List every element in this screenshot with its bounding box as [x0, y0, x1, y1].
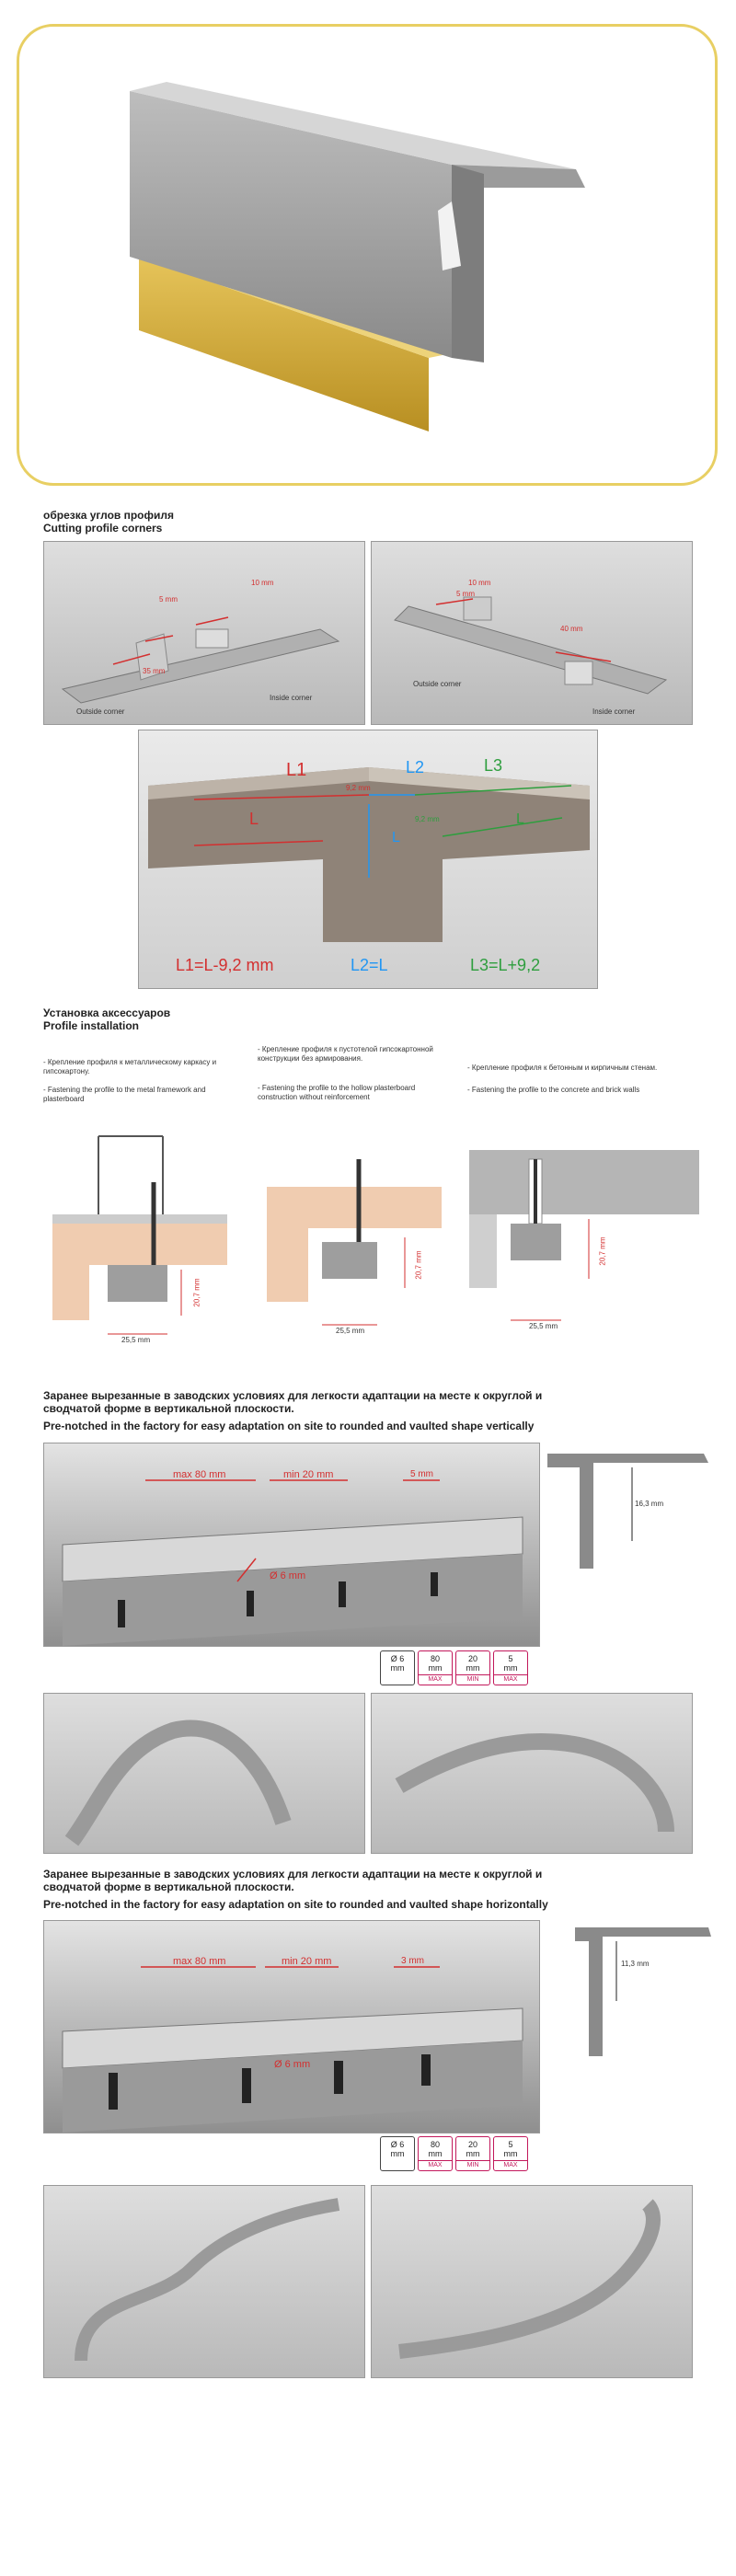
spec-max-80: 80 mm MAX — [418, 2136, 453, 2171]
horizontal-gap: 3 mm — [401, 1956, 424, 1966]
horizontal-notch-photo — [43, 1920, 540, 2133]
right-dim-c: 40 mm — [560, 625, 583, 633]
vertical-title-en: Pre-notched in the factory for easy adaptation on site to rounded and vaulted shape vertically — [43, 1420, 535, 1432]
install-title-en: Profile installation — [43, 1019, 140, 1032]
spec-min-20: 20 mm MIN — [455, 2136, 490, 2171]
label-l-red: L — [249, 810, 259, 828]
vertical-min: min 20 mm — [283, 1469, 334, 1480]
hero-profile-illustration — [19, 27, 715, 483]
horizontal-hole: Ø 6 mm — [274, 2059, 311, 2070]
horizontal-curve-photo-left — [43, 2185, 365, 2378]
right-dim-a: 10 mm — [468, 579, 491, 587]
label-l-green: L — [516, 811, 524, 827]
install-col2-en: - Fastening the profile to the hollow plasterboard construction without reinforcement — [258, 1084, 416, 1101]
install-col1-en: - Fastening the profile to the metal framework and plasterboard — [43, 1086, 206, 1103]
left-dim-a: 5 mm — [159, 595, 178, 604]
label-l3: L3 — [484, 756, 503, 775]
dim-9-2-b: 9,2 mm — [415, 815, 440, 823]
vertical-title-ru: Заранее вырезанные в заводских условиях для легкости адаптации на месте к округлой и сводчатой форме в вертикальной плоскости. — [43, 1389, 543, 1415]
horizontal-spec-row — [380, 2136, 528, 2171]
install1-height: 20,7 mm — [192, 1278, 201, 1307]
spec-min-20: 20 mm MIN — [455, 1650, 490, 1685]
install2-width: 25,5 mm — [336, 1327, 365, 1335]
corners-title-en: Cutting profile corners — [43, 522, 163, 535]
dim-9-2-a: 9,2 mm — [346, 784, 371, 792]
install-title-ru: Установка аксессуаров — [43, 1006, 171, 1019]
left-dim-c: 35 mm — [143, 667, 166, 675]
install-diagram-metal — [43, 1132, 236, 1348]
right-dim-b: 5 mm — [456, 590, 475, 598]
formula-l2: L2=L — [351, 956, 388, 974]
corner-formula-diagram — [138, 730, 598, 989]
vertical-max: max 80 mm — [173, 1469, 226, 1480]
spec-hole: Ø 6 mm — [380, 2136, 415, 2171]
formula-l3: L3=L+9,2 — [470, 956, 541, 974]
install-col3-en: - Fastening the profile to the concrete and brick walls — [467, 1086, 640, 1094]
spec-max-5: 5 mm MAX — [493, 2136, 528, 2171]
horizontal-curve-photo-right — [371, 2185, 693, 2378]
install2-height: 20,7 mm — [414, 1250, 423, 1280]
horizontal-max: max 80 mm — [173, 1956, 226, 1967]
install-col3-ru: - Крепление профиля к бетонным и кирпичным стенам. — [467, 1064, 658, 1072]
corners-title-ru: обрезка углов профиля — [43, 509, 175, 522]
left-dim-b: 10 mm — [251, 579, 274, 587]
install-diagram-hollow — [267, 1159, 451, 1348]
left-inside-label: Inside corner — [270, 694, 313, 702]
vertical-spec-row — [380, 1650, 528, 1685]
spec-max-80: 80 mm MAX — [418, 1650, 453, 1685]
vertical-notch-photo — [43, 1443, 540, 1647]
hero-frame — [17, 24, 718, 486]
vertical-arch-photo-right — [371, 1693, 693, 1854]
horizontal-title-en: Pre-notched in the factory for easy adaptation on site to rounded and vaulted shape horizontally — [43, 1898, 548, 1911]
install-diagram-concrete — [469, 1141, 699, 1348]
horizontal-profile-section — [547, 1923, 713, 2061]
horizontal-title-ru: Заранее вырезанные в заводских условиях для легкости адаптации на месте к округлой и сводчатой форме в вертикальной плоскости. — [43, 1868, 543, 1893]
install3-width: 25,5 mm — [529, 1322, 558, 1330]
right-outside-label: Outside corner — [413, 680, 462, 688]
install-col1-ru: - Крепление профиля к металлическому каркасу и гипсокартону. — [43, 1058, 217, 1075]
vertical-arch-photo-left — [43, 1693, 365, 1854]
vertical-hole: Ø 6 mm — [270, 1570, 306, 1581]
vertical-gap: 5 mm — [410, 1469, 433, 1479]
horizontal-profile-height: 11,3 mm — [621, 1960, 650, 1968]
right-inside-label: Inside corner — [592, 707, 636, 716]
install3-height: 20,7 mm — [598, 1236, 607, 1266]
corner-cut-panel-right — [371, 541, 693, 725]
label-l2: L2 — [406, 758, 425, 776]
horizontal-min: min 20 mm — [282, 1956, 332, 1967]
left-outside-label: Outside corner — [76, 707, 125, 716]
corner-cut-panel-left — [43, 541, 365, 725]
label-l1: L1 — [286, 760, 307, 780]
install-col2-ru: - Крепление профиля к пустотелой гипсокартонной конструкции без армирования. — [258, 1045, 433, 1063]
install1-width: 25,5 mm — [121, 1336, 151, 1344]
vertical-profile-section — [547, 1449, 713, 1578]
label-l-blue: L — [392, 830, 400, 845]
spec-hole: Ø 6 mm — [380, 1650, 415, 1685]
spec-max-5: 5 mm MAX — [493, 1650, 528, 1685]
vertical-profile-height: 16,3 mm — [635, 1500, 664, 1508]
formula-l1: L1=L-9,2 mm — [176, 956, 274, 974]
